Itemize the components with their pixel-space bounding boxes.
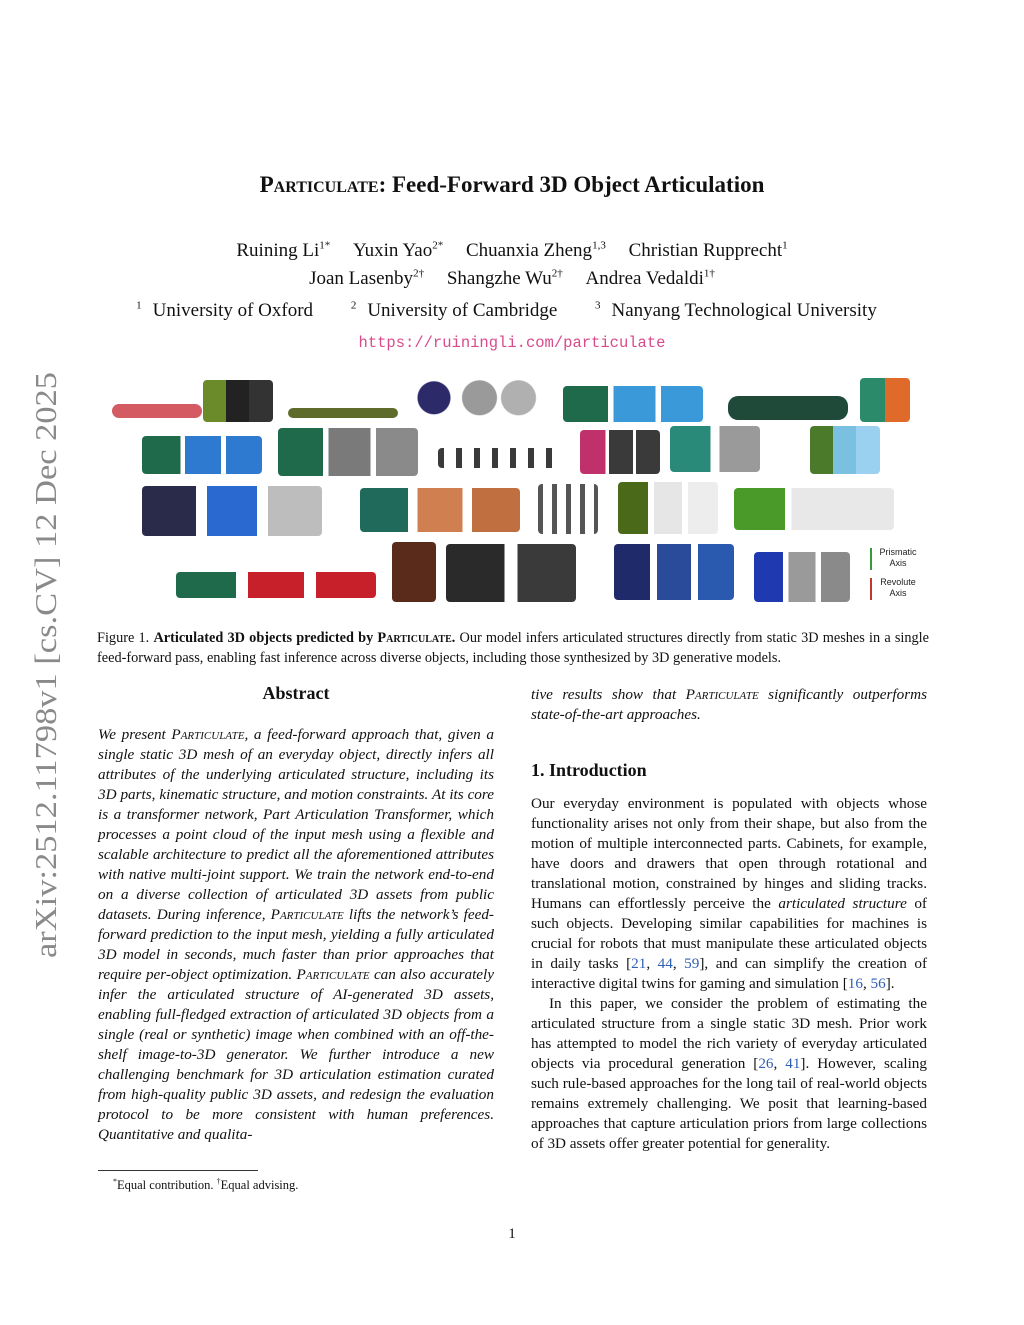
- author: Christian Rupprecht$^1$: [628, 240, 788, 262]
- affiliation: $^3$ Nanyang Technological University: [595, 300, 877, 322]
- citation-link[interactable]: 44: [657, 955, 673, 972]
- affiliation: $^1$ University of Oxford: [136, 300, 314, 322]
- teaser-figure: [98, 372, 928, 612]
- authors-line-1: [0, 240, 1024, 262]
- abstract-heading: Abstract: [262, 683, 330, 703]
- intro-paragraph: In this paper, we consider the problem of estimating the articulated structure from a single static 3D mesh. Prior work has attempted to model the rich variety of everyday articulated objects via procedural generation [26, 41]. However, scaling such rule-based approaches for the long tail of real-world objects remains extremely challenging. We posit that learning-based approaches that capture articulation priors from large collections of 3D assets offer greater potential for generality.: [531, 995, 927, 1152]
- globes-image: [408, 378, 538, 422]
- revolute-axis-swatch: [870, 578, 872, 600]
- citation-link[interactable]: 16: [847, 975, 863, 992]
- watering-cans-image: [728, 396, 848, 420]
- cabinet-image: [392, 542, 436, 602]
- luggage-image: [754, 552, 850, 602]
- prismatic-axis-swatch: [870, 548, 872, 570]
- arxiv-stamp-text: arXiv:2512.11798v1 [cs.CV] 12 Dec 2025: [28, 430, 63, 958]
- affiliations: [0, 300, 1024, 322]
- introduction-heading: 1. Introduction: [531, 760, 647, 780]
- author: Yuxin Yao$^{2*}$: [353, 240, 444, 262]
- folding-chairs-image: [614, 544, 734, 600]
- toilets-image: [618, 482, 718, 534]
- intro-paragraph: Our everyday environment is populated with objects whose functionality arises not only from their shape, but also from the motion of multiple interconnected parts. Cabinets, for example, have doors and drawers that open through rotational and translational motion, constrained by hinges and sliding tracks. Humans can effortlessly perceive the articulated structure of such objects. Developing similar capabilities for machines is crucial for robots that must manipulate these articulated objects in daily tasks [21, 44, 59], and can simplify the creation of interactive digital twins for gaming and simulation [16, 56].: [531, 795, 928, 992]
- kettles-image: [278, 428, 418, 476]
- citation-link[interactable]: 26: [758, 1055, 774, 1072]
- project-url-link[interactable]: https://ruiningli.com/particulate: [358, 334, 666, 352]
- arxiv-stamp: [8, 370, 70, 960]
- buckets-image: [563, 386, 703, 422]
- figure-legend: [862, 545, 932, 605]
- suitcases-image: [580, 430, 660, 474]
- legend-item-revolute: [862, 575, 932, 605]
- footnote: *Equal contribution. †Equal advising.: [113, 1177, 299, 1193]
- abstract-continuation: tive results show that Particulate significantly outperforms state-of-the-art approaches.: [531, 686, 928, 723]
- author: Joan Lasenby$^{2\dagger}$: [309, 268, 425, 290]
- laptops-image: [142, 486, 322, 536]
- glasses-image: [288, 408, 398, 418]
- title-method-name: Particulate: [259, 172, 379, 197]
- staplers-image: [176, 572, 376, 598]
- spray-bottles-image: [860, 378, 910, 422]
- introduction-body: [531, 794, 927, 1154]
- abstract-body: We present Particulate, a feed-forward approach that, given a single static 3D mesh of an everyday object, directly infers all attributes of the underlying articulated structure, including its 3D parts, kinematic structure, and motion constraints. At its core is a transformer network, Part Articulation Transformer, which processes a point cloud of the input mesh using a flexible and scalable architecture to predict all the aforementioned attributes with native multi-joint support. We train the network end-to-end on a diverse collection of articulated 3D assets from public datasets. During inference, Particulate lifts the network’s feed-forward prediction to the input mesh, yielding a fully articulated 3D model in seconds, much faster than prior approaches that require per-object optimization. Particulate can also accurately infer the articulated structure of AI-generated 3D assets, enabling full-fledged extraction of articulated 3D objects from a single (real or synthetic) image when combined with an off-the-shelf image-to-3D generator. We further introduce a new challenging benchmark for 3D articulation estimation curated from high-quality public 3D assets, and redesign the evaluation protocol to be more consistent with human preferences. Quantitative and qualita-: [98, 726, 495, 1143]
- buckets-row2-image: [142, 436, 262, 474]
- legend-label: Prismatic Axis: [879, 547, 917, 568]
- faucets-image: [438, 448, 558, 468]
- bottles-image: [203, 380, 273, 422]
- footnote-divider: [98, 1170, 258, 1171]
- affiliation: $^2$ University of Cambridge: [350, 300, 558, 322]
- title-rest: : Feed-Forward 3D Object Articulation: [378, 172, 765, 197]
- legend-item-prismatic: [862, 545, 932, 575]
- author: Chuanxia Zheng$^{1,3}$: [465, 240, 606, 262]
- ovens-image: [446, 544, 576, 602]
- author: Ruining $Li^{1*}$: [236, 240, 331, 262]
- mixer-taps-image: [538, 484, 598, 534]
- citation-link[interactable]: 41: [785, 1055, 801, 1072]
- legend-label: Revolute Axis: [880, 577, 916, 598]
- citation-link[interactable]: 21: [631, 955, 647, 972]
- soap-bottles-image: [810, 426, 880, 474]
- figure-caption: Figure 1. Articulated 3D objects predicted by Particulate. Our model infers articulated structures directly from static 3D meshes in a single feed-forward pass, enabling fast inference across diverse objects, including those synthesized by 3D generative models.: [97, 630, 930, 666]
- desks-image: [734, 488, 894, 530]
- author: Andrea Vedaldi$^{1\dagger}$: [585, 268, 715, 290]
- taps-image: [670, 426, 760, 472]
- citation-link[interactable]: 56: [870, 975, 886, 992]
- author: Shangzhe $Wu^{2\dagger}$: [446, 268, 563, 290]
- citation-link[interactable]: 59: [684, 955, 700, 972]
- tables-image: [360, 488, 520, 532]
- scissors-image: [112, 404, 202, 418]
- authors-line-2: [0, 268, 1024, 290]
- paper-title: [0, 172, 1024, 198]
- page-number: 1: [508, 1226, 516, 1242]
